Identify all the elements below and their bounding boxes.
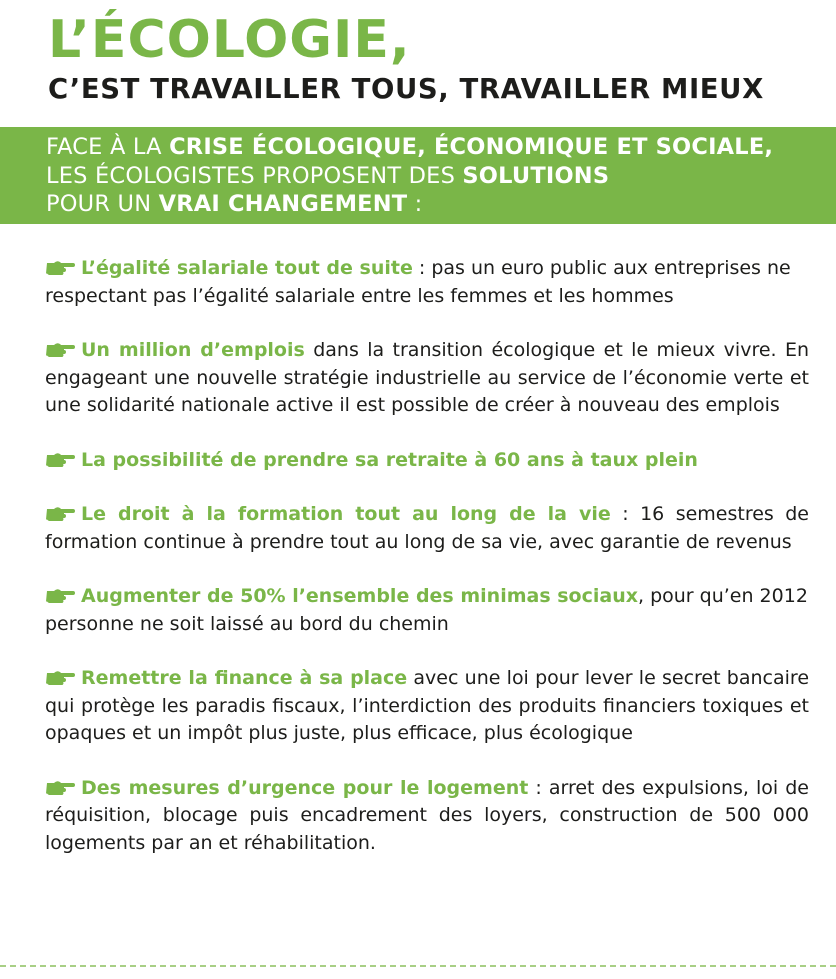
list-item [45, 775, 809, 858]
item-text: avec une loi pour lever le secret bancaire qui protège les paradis fiscaux, l’interdiction des produits financiers toxiques et opaques et un impôt plus juste, plus efficace, plus écologique [45, 667, 810, 744]
list-item [45, 665, 809, 748]
list-item [45, 447, 809, 475]
pointing-hand-icon [45, 587, 75, 603]
item-heading: Des mesures d’urgence pour le logement [81, 776, 529, 799]
banner-line-3: POUR UN VRAI CHANGEMENT : [46, 191, 423, 217]
banner-line-2: LES ÉCOLOGISTES PROPOSENT DES SOLUTIONS [46, 162, 610, 189]
item-heading: Augmenter de 50% l’ensemble des minimas sociaux [81, 585, 638, 607]
list-item [45, 337, 809, 420]
item-heading: L’égalité salariale tout de suite [81, 257, 413, 279]
item-heading: Un million d’emplois [81, 339, 305, 361]
item-text: , pour qu’en 2012 personne ne soit laissé au bord du chemin [45, 585, 808, 635]
item-heading: Remettre la finance à sa place [81, 667, 408, 689]
banner-line-1: FACE À LA CRISE ÉCOLOGIQUE, ÉCONOMIQUE ET SOCIALE, [46, 134, 774, 160]
list-item [45, 501, 809, 556]
item-text: dans la transition écologique et le mieux vivre. En engageant une nouvelle stratégie industrielle au service de l’économie verte et une solidarité nationale active il est possible de créer à nouveau des emplois [45, 339, 810, 416]
pointing-hand-icon [45, 779, 75, 795]
proposal-list [45, 255, 809, 857]
pointing-hand-icon [45, 341, 75, 357]
list-item [45, 255, 809, 310]
item-text: : arret des expulsions, loi de réquisition, blocage puis encadrement des loyers, construction de 500 000 logements par an et réhabilitation. [45, 776, 809, 854]
item-text: : pas un euro public aux entreprises ne respectant pas l’égalité salariale entre les femmes et les hommes [45, 257, 791, 307]
list-item [45, 583, 809, 638]
dashed-divider [0, 965, 836, 967]
pointing-hand-icon [45, 505, 75, 521]
page-title: L’ÉCOLOGIE, [48, 10, 411, 70]
banner-emphasis: VRAI CHANGEMENT [158, 191, 408, 217]
intro-banner [0, 127, 836, 224]
item-heading: La possibilité de prendre sa retraite à 60 ans à taux plein [81, 448, 698, 471]
pointing-hand-icon [45, 259, 75, 275]
pointing-hand-icon [45, 451, 75, 467]
page-subtitle: C’EST TRAVAILLER TOUS, TRAVAILLER MIEUX [48, 73, 764, 105]
banner-emphasis: CRISE ÉCOLOGIQUE, ÉCONOMIQUE ET SOCIALE, [169, 134, 774, 160]
item-text: : 16 semestres de formation continue à prendre tout au long de sa vie, avec garantie de revenus [45, 503, 809, 553]
pointing-hand-icon [45, 669, 75, 685]
banner-emphasis: SOLUTIONS [462, 162, 610, 189]
item-heading: Le droit à la formation tout au long de la vie [81, 503, 611, 525]
